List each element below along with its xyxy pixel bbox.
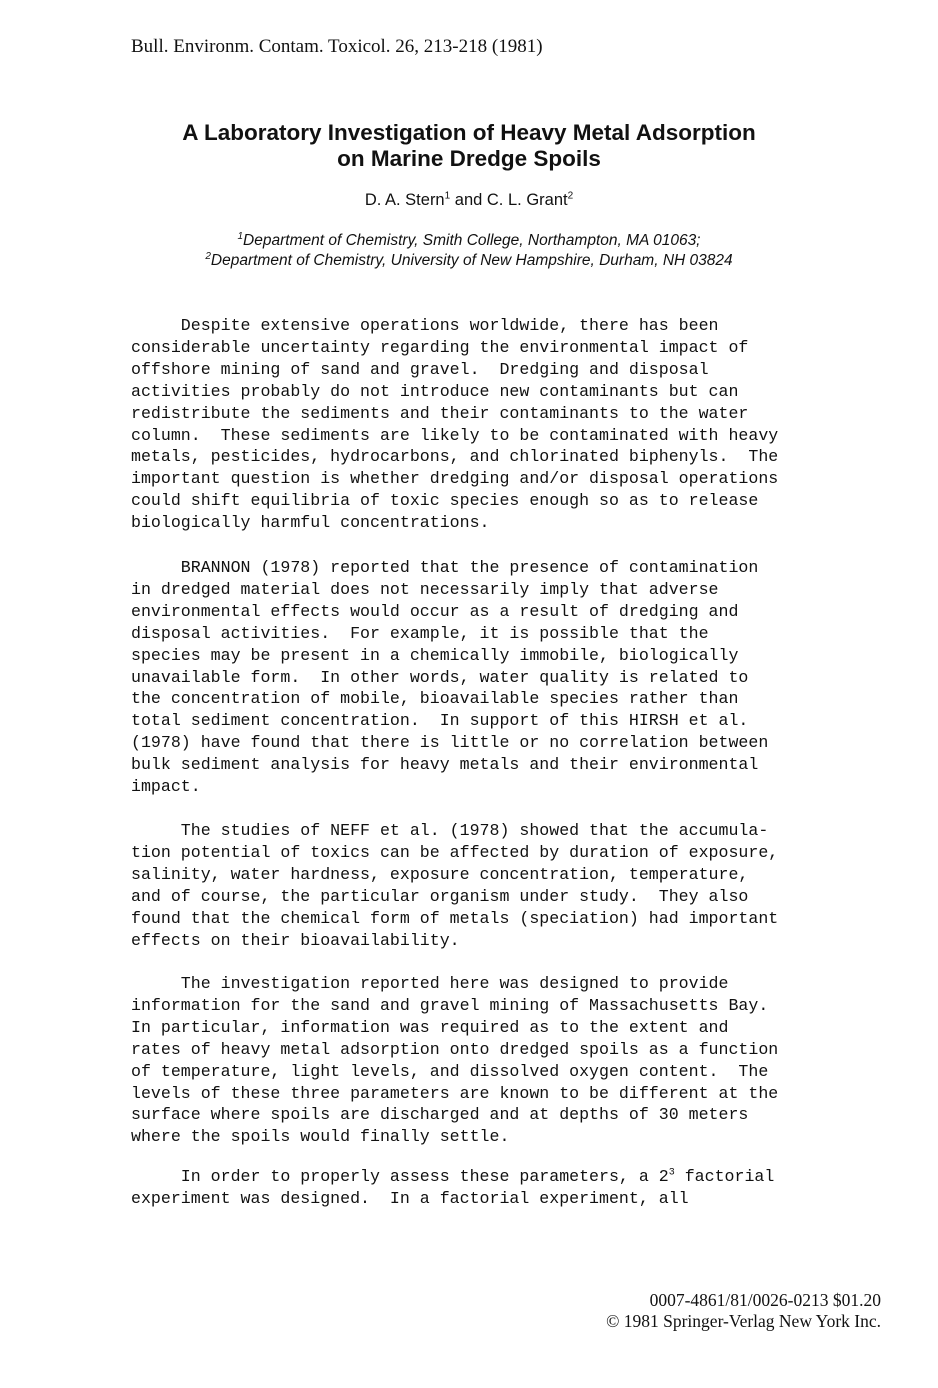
- body-paragraph-4: The investigation reported here was designed to provide information for the sand and gravel mining of Massachusetts Bay. In particular, information was required as to the extent and rates of heavy metal adsorption onto dredged spoils as a function of temperature, light levels, and dissolved oxygen content. The levels of these three parameters are known to be different at the surface where spoils are discharged and at depths of 30 meters where the spoils would finally settle.: [131, 974, 779, 1147]
- body-paragraph-5: In order to properly assess these parameters, a $2^3$ factorial experiment was designed. In a factorial experiment, all: [131, 1167, 775, 1208]
- article-title: [0, 120, 938, 172]
- author-joiner: and: [450, 191, 487, 209]
- affiliations: [0, 231, 938, 271]
- author-2: C. L. Grant: [486, 191, 568, 209]
- affiliation-2: $^2$Department of Chemistry, University of New Hampshire, Durham, NH 03824: [205, 250, 733, 269]
- journal-citation: Bull. Environm. Contam. Toxicol. 26, 213-218 (1981): [131, 36, 543, 57]
- footer-code: 0007-4861/81/0026-0213 $01.20: [649, 1290, 881, 1310]
- affiliation-1-mark: 1: [237, 230, 244, 242]
- affiliation-2-mark: 2: [205, 250, 211, 262]
- body-paragraph-1: Despite extensive operations worldwide, there has been considerable uncertainty regarding the environmental impact of offshore mining of sand and gravel. Dredging and disposal activities probably do not introduce new contaminants but can redistribute the sediments and their contaminants to the water column. These sediments are likely to be contaminated with heavy metals, pesticides, hydrocarbons, and chlorinated biphenyls. The important question is whether dredging and/or disposal operations could shift equilibria of toxic species enough so as to release biologically harmful concentrations.: [131, 316, 779, 533]
- title-line-1: A Laboratory Investigation of Heavy Metal Adsorption: [182, 120, 756, 145]
- author-1-mark: 1: [444, 190, 451, 202]
- footer-copyright: © 1981 Springer-Verlag New York Inc.: [606, 1311, 881, 1331]
- author-1: D. A. Stern: [364, 191, 445, 209]
- body-paragraph-2: BRANNON (1978) reported that the presence of contamination in dredged material does not necessarily imply that adverse environmental effects would occur as a result of dredging and disposal activities. For example, it is possible that the species may be present in a chemically immobile, biologically unavailable form. In other words, water quality is related to the concentration of mobile, bioavailable species rather than total sediment concentration. In support of this HIRSH et al. (1978) have found that there is little or no correlation between bulk sediment analysis for heavy metals and their environmental impact.: [131, 558, 769, 797]
- footer: [606, 1290, 881, 1332]
- body-paragraph-3: The studies of NEFF et al. (1978) showed that the accumula- tion potential of toxics can be affected by duration of exposure, salinity, water hardness, exposure concentration, temperature, and of course, the particular organism under study. They also found that the chemical form of metals (speciation) had important effects on their bioavailability.: [131, 821, 779, 950]
- authors-line: [0, 191, 938, 210]
- affiliation-1: $^1$Department of Chemistry, Smith College, Northampton, MA 01063;: [237, 230, 701, 249]
- title-line-2: on Marine Dredge Spoils: [337, 146, 601, 171]
- factorial-exponent: 3: [668, 1167, 675, 1179]
- author-2-mark: 2: [567, 190, 574, 202]
